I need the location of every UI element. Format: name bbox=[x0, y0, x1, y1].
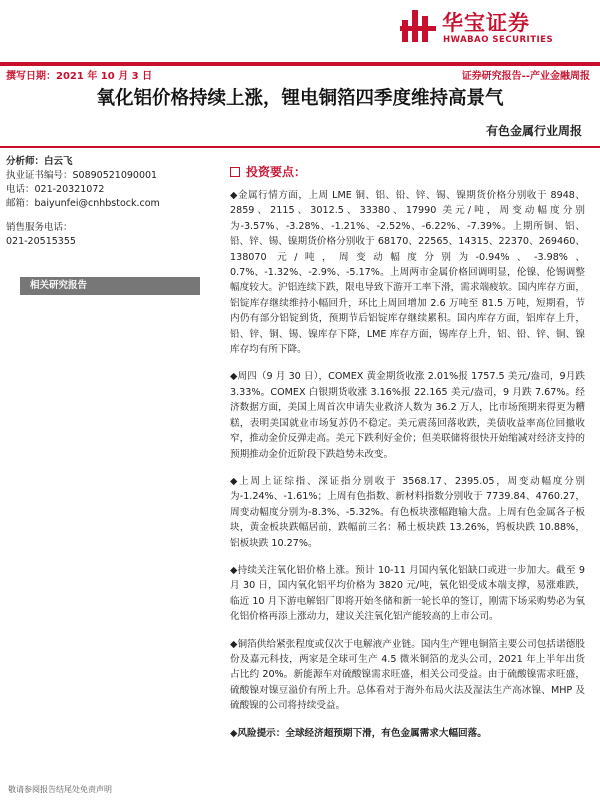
paragraph-metals-market: ◆金属行情方面，上周 LME 铜、铝、铅、锌、锡、镍期货价格分别收于 8948、2859、2115、3012.5、33380、17990 美元/吨，周变动幅度分别为-3.57%、-3.28%、-1.21%、-2.52%、-6.22%、-7.39%。上期所铜、铝、铅、锌、锡、镍期货价格分别收于 68170、22565、14315、22370、269460、138070 元/吨，周变动幅度分别为-0.94%、-3.98%、0.7%、-1.32%、-2.9%、-5.17%。上周两市金属价格回调明显，伦镍、伦锡调整幅度较大。沪铝连续下跌，限电导致下游开工率下滑，需求端疲软。国内库存方面，铝锭库存继续维持小幅回升，环比上周回增加 2.6 万吨至 81.5 万吨，短期看，节内仍有部分铝锭到货，预期节后铝锭库存继续累积。国内库存方面，铝库存上升，铅、锌、铜、锡、镍库存下降，LME 库存方面，锡库存上升，铝、铅、锌、铜、镍库存均有所下降。 bbox=[230, 190, 585, 356]
logo-chinese-name: 华宝证券 bbox=[442, 11, 530, 35]
report-subtitle: 有色金属行业周报 bbox=[485, 124, 582, 138]
sales-label: 销售服务电话： bbox=[6, 222, 73, 233]
analyst-phone: 电话：021-20321072 bbox=[6, 184, 105, 195]
analyst-info bbox=[6, 155, 206, 249]
analyst-email: 邮箱：baiyunfei@cnhbstock.com bbox=[6, 198, 160, 209]
paragraph-precious-metals: ◆周四（9 月 30 日），COMEX 黄金期货收涨 2.01%报 1757.5 美元/盎司，9月跌 3.33%。COMEX 白银期货收涨 3.16%报 22.165 美元/盎司，9 月跌 7.67%。经济数据方面，美国上周首次申请失业救济人数为 36.2 万人，比市场预期来得更为糟糕，表明美国就业市场复苏仍不稳定。美元震荡回落收跌，美债收益率高位回撤收窄，推动金价反弹走高。美元下跌利好金价；但美联储将很快开始缩减对经济支持的预期推动金价近阶段下跌趋势未改变。 bbox=[230, 371, 585, 460]
footer-disclaimer: 敬请参阅报告结尾处免责声明 bbox=[8, 785, 112, 794]
report-series: 证券研究报告--产业金融周报 bbox=[461, 71, 590, 82]
header-divider bbox=[0, 62, 600, 66]
report-title: 氧化铝价格持续上涨，锂电铜箔四季度维持高景气 bbox=[96, 88, 504, 109]
report-date: 撰写日期：2021 年 10 月 3 日 bbox=[6, 71, 153, 82]
logo-english-name: HWABAO SECURITIES bbox=[443, 35, 554, 45]
title-divider bbox=[0, 146, 600, 148]
related-reports-tag: 相关研究报告 bbox=[20, 277, 200, 295]
checkbox-icon bbox=[230, 167, 240, 177]
hwabao-logo-icon bbox=[398, 6, 438, 46]
key-points-heading bbox=[230, 163, 585, 180]
spacer bbox=[6, 211, 206, 221]
analyst-name: 分析师：白云飞 bbox=[6, 156, 73, 167]
paragraph-index-performance: ◆上周上证综指、深证指分别收于 3568.17、2395.05，周变动幅度分别为-1.24%、-1.61%；上周有色指数、新材料指数分别收于 7739.84、4760.27，周变动幅度分别为-8.3%、-5.32%。有色板块涨幅跑输大盘。上周有色金属各子板块，黄金板块跌幅居前，跌幅前三名：稀土板块跌 13.26%，钨板块跌 10.88%，铝板块跌 10.27%。 bbox=[230, 475, 585, 549]
paragraph-copper-foil: ◆铜箔供给紧张程度或仅次于电解液产业链。国内生产锂电铜箔主要公司包括诺德股份及嘉元科技，两家是全球可生产 4.5 微米铜箔的龙头公司，2021 年上半年出货占比约 20%。新能源车对硫酸镍需求旺盛，相关公司受益。由于硫酸镍需求旺盛，硫酸镍对镍豆溢价有所上升。总体看对于海外布局火法及湿法生产高冰镍、MHP 及硫酸镍的公司将持续受益。 bbox=[230, 638, 585, 712]
analyst-cert: 执业证书编号：S0890521090001 bbox=[6, 170, 158, 181]
paragraph-alumina: ◆持续关注氧化铝价格上涨。预计 10-11 月国内氧化铝缺口或进一步加大。截至 9 月 30 日，国内氧化铝平均价格为 3820 元/吨，氧化铝受成本端支撑，易涨难跌，临近 10 月下游电解铝厂即将开始冬储和新一轮长单的签订，刚需下场采购势必为氧化铝价格再添上涨动力，建议关注氧化铝产能较高的上市公司。 bbox=[230, 564, 585, 623]
company-logo bbox=[398, 4, 588, 52]
paragraph-risk-warning: ◆风险提示：全球经济超预期下滑，有色金属需求大幅回落。 bbox=[230, 727, 487, 739]
key-points bbox=[230, 163, 585, 753]
sales-phone: 021-20515355 bbox=[6, 236, 76, 247]
key-points-heading-text: 投资要点： bbox=[246, 165, 307, 179]
